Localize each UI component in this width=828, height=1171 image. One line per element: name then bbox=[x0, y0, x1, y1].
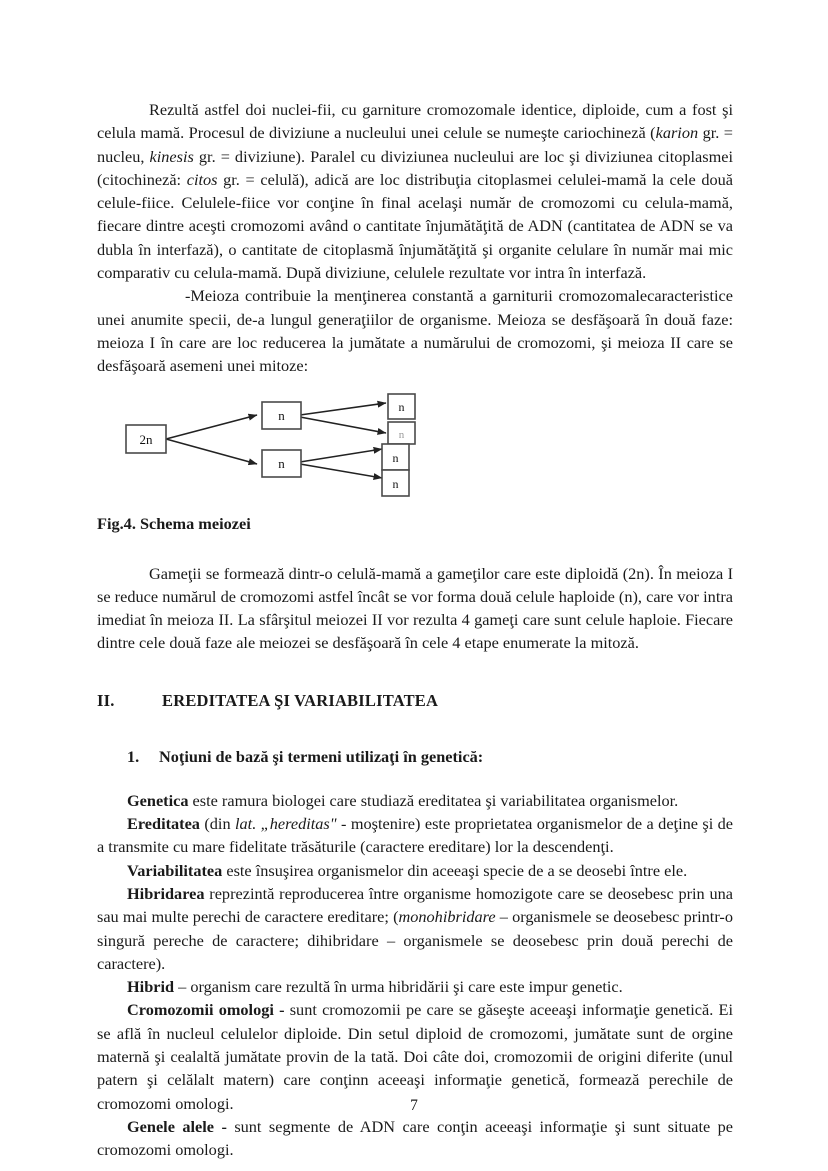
page-number: 7 bbox=[410, 1097, 418, 1114]
page-content bbox=[97, 98, 733, 1162]
paragraph-genele-alele: Genele alele - sunt segmente de ADN care conţin aceeaşi informaţie şi sunt situate pe cromozomi omologi. bbox=[97, 1116, 733, 1160]
paragraph-ereditatea: Ereditatea (din lat. „hereditas" - moştenire) este proprietatea organismelor de a deţine şi de a transmite cu mare fidelitate trăsăturile (caractere ereditare) lor la descendenţi. bbox=[97, 814, 734, 857]
node-gamete-4-label: n bbox=[392, 476, 399, 491]
paragraph-meiosis-intro: -Meioza contribuie la menţinerea constantă a garniturii cromozomalecaracteristice unei anumite specii, de-a lungul generaţiilor de organisme. Meioza se desfăşoară în două faze: meioza I în care are loc reducerea la jumătate a numărului de cromozomi, şi meioza II care se desfăşoară asemeni unei mitoze: bbox=[97, 286, 733, 376]
sub-heading-title: Noţiuni de bază şi termeni utilizaţi în genetică: bbox=[159, 746, 484, 766]
section-title: EREDITATEA ŞI VARIABILITATEA bbox=[162, 690, 439, 710]
paragraph-hibridarea: Hibridarea reprezintă reproducerea între organisme homozigote care se deosebesc prin una sau mai multe perechi de caractere ereditare; (monohibridare – organismele se deosebesc printr-o singură pereche de caractere; dihibridare – organismele se deosebesc prin două perechi de caractere). bbox=[97, 883, 733, 973]
node-parent-label: 2n bbox=[139, 431, 153, 447]
node-meiosis1-b-label: n bbox=[278, 455, 285, 471]
section-heading-ereditatea bbox=[97, 691, 733, 711]
meiosis-diagram-svg bbox=[97, 392, 733, 504]
paragraph-genetica: Genetica este ramura biologei care studiază ereditatea şi variabilitatea organismelor. bbox=[127, 790, 679, 810]
section-numeral: II. bbox=[97, 690, 115, 710]
paragraph-hibrid: Hibrid – organism care rezultă în urma hibridării şi care este impur genetic. bbox=[127, 977, 623, 997]
sub-heading-numeral: 1. bbox=[127, 746, 140, 766]
node-gamete-2-label: n bbox=[398, 428, 405, 441]
node-gamete-3-label: n bbox=[392, 450, 399, 465]
node-meiosis1-a-label: n bbox=[278, 407, 285, 423]
paragraph-mitosis-result: Rezultă astfel doi nuclei-fii, cu garniture cromozomale identice, diploide, cum a fost şi celula mamă. Procesul de diviziune a nucleului unei celule se numeşte cariochineză (karion gr. = nucleu, kinesis gr. = diviziune). Paralel cu diviziunea nucleului are loc şi diviziunea citoplasmei (citochineză: citos gr. = celulă), adică are loc distribuţia citoplasmei celulei-mamă la cele două celule-fiice. Celulele-fiice vor conţine în final acelaşi număr de cromozomi cu celula-mamă, fiecare dintre aceşti cromozomi având o cantitate înjumătăţită de ADN (cantitatea de ADN se va dubla în interfază), o cantitate de citoplasmă înjumătăţită şi organite celulare în număr mai mic comparativ cu celula-mamă. După diviziune, celulele rezultate vor intra în interfază. bbox=[97, 100, 734, 283]
figure-caption: Fig.4. Schema meiozei bbox=[97, 513, 251, 533]
node-gamete-1-label: n bbox=[398, 399, 405, 414]
paragraph-gametes: Gameţii se formează dintr-o celulă-mamă a gameţilor care este diploidă (2n). În meioza I se reduce numărul de cromozomi astfel încât se vor forma două celule haploide (n), care vor intra imediat în meioza II. La sfârşitul meiozei II vor rezulta 4 gameţi care sunt celule haploie. Fiecare dintre cele două faze ale meiozei se desfăşoară în cele 4 etape enumerate la mitoză. bbox=[97, 563, 733, 653]
figure-meiosis-scheme bbox=[97, 392, 733, 504]
sub-heading-notiuni bbox=[97, 747, 733, 767]
paragraph-cromozomii-omologi: Cromozomii omologi - sunt cromozomii pe care se găseşte aceeaşi informaţie genetică. Ei se află în nucleul celulelor diploide. Din setul diploid de cromozomi, jumătate sunt de orgine maternă şi cealaltă jumătate provin de la tată. Doi câte doi, cromozomii de origini diferite (unul patern şi celălalt matern) care conţinn aceeaşi informaţie genetică, formează perechile de cromozomi omologi. bbox=[97, 1000, 733, 1113]
paragraph-variabilitatea: Variabilitatea este însuşirea organismelor din aceeaşi specie de a se deosebi între ele. bbox=[127, 860, 688, 880]
